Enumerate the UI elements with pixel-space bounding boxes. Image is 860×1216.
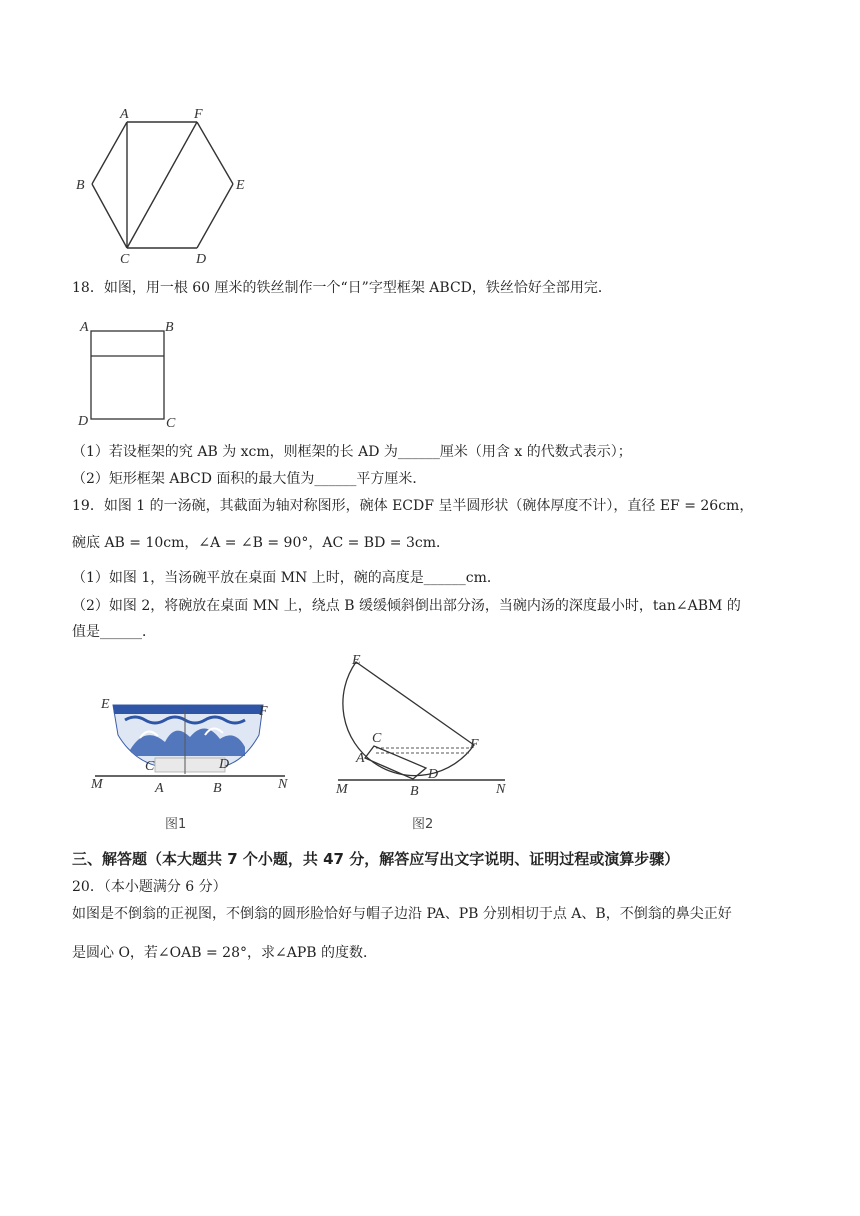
label-d: D <box>196 252 207 267</box>
frame-label-b: B <box>165 320 174 335</box>
frame-figure <box>72 315 192 435</box>
fig1-label-b: B <box>213 781 222 796</box>
q19-stem-line1: 19．如图 1 的一汤碗，其截面为轴对称图形，碗体 ECDF 呈半圆形状（碗体厚度不计），直径 EF = 26cm， <box>72 498 754 514</box>
label-c: C <box>120 252 130 267</box>
section-3-title: 三、解答题（本大题共 7 个小题，共 47 分，解答应写出文字说明、证明过程或演算步骤） <box>72 850 680 868</box>
frame-label-c: C <box>166 416 176 431</box>
fig1-label-a: A <box>155 781 164 796</box>
fig1-label-e: E <box>101 697 110 712</box>
fig1-label-m: M <box>91 777 103 792</box>
q19-stem-line2: 碗底 AB = 10cm，∠A = ∠B = 90°，AC = BD = 3cm． <box>72 535 450 551</box>
fig2-label-b: B <box>410 784 419 799</box>
fig2-label-n: N <box>496 782 506 797</box>
fig1-label-c: C <box>145 759 155 774</box>
q20-line2: 是圆心 O，若∠OAB = 28°，求∠APB 的度数． <box>72 945 377 961</box>
bowl-figure-1 <box>85 690 300 840</box>
fig1-label-f: F <box>259 704 268 719</box>
q20-line1: 如图是不倒翁的正视图，不倒翁的圆形脸恰好与帽子边沿 PA、PB 分别相切于点 A、B，不倒翁的鼻尖正好 <box>72 906 732 922</box>
bowl-figure-2 <box>330 650 520 840</box>
q19-part2-line2: 值是______． <box>72 624 156 640</box>
q18-stem: 18．如图，用一根 60 厘米的铁丝制作一个“日”字型框架 ABCD，铁丝恰好全部用完． <box>72 280 612 296</box>
q18-part2: （2）矩形框架 ABCD 面积的最大值为______平方厘米． <box>72 471 427 487</box>
q20-header: 20．（本小题满分 6 分） <box>72 879 227 895</box>
fig2-label-m: M <box>336 782 348 797</box>
frame-label-d: D <box>78 414 89 429</box>
fig2-label-c: C <box>372 731 382 746</box>
hexagon-figure <box>70 100 260 270</box>
label-f: F <box>194 107 203 122</box>
fig2-label-f: F <box>470 737 479 752</box>
q19-part2-line1: （2）如图 2，将碗放在桌面 MN 上，绕点 B 缓缓倾斜倒出部分汤，当碗内汤的深度最小时，tan∠ABM 的 <box>72 598 741 614</box>
q18-part1: （1）若设框架的究 AB 为 xcm，则框架的长 AD 为______厘米（用含 x 的代数式表示）； <box>72 444 632 460</box>
q19-part1: （1）如图 1，当汤碗平放在桌面 MN 上时，碗的高度是______cm． <box>72 570 501 586</box>
fig2-label-a: A <box>356 751 365 766</box>
fig1-label-n: N <box>278 777 288 792</box>
frame-label-a: A <box>80 320 89 335</box>
label-b: B <box>76 178 85 193</box>
fig2-caption: 图2 <box>412 817 434 832</box>
label-a: A <box>120 107 129 122</box>
fig2-label-d: D <box>428 767 439 782</box>
fig2-label-e: E <box>352 653 361 668</box>
fig1-label-d: D <box>219 757 230 772</box>
fig1-caption: 图1 <box>165 817 187 832</box>
label-e: E <box>236 178 245 193</box>
